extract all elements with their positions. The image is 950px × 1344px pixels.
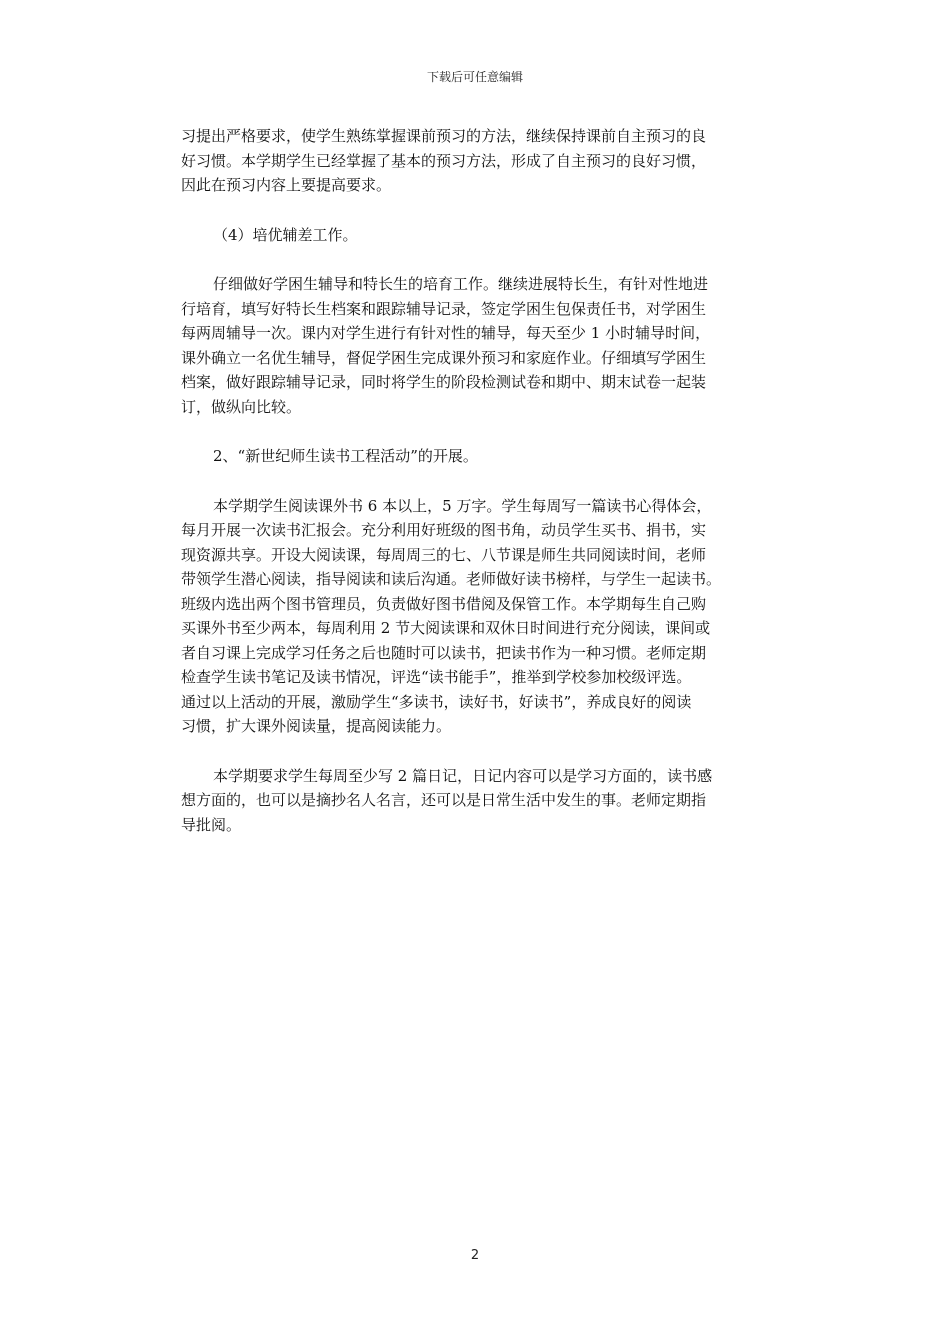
page-number: 2	[470, 1248, 480, 1263]
text-line: 通过以上活动的开展，激励学生“多读书，读好书，好读书”，养成良好的阅读	[181, 692, 692, 711]
text-line: 者自习课上完成学习任务之后也随时可以读书，把读书作为一种习惯。老师定期	[181, 643, 707, 662]
text-line: 现资源共享。开设大阅读课，每周周三的七、八节课是师生共同阅读时间，老师	[181, 545, 707, 564]
text-line: 订，做纵向比较。	[181, 397, 302, 416]
text-line: 带领学生潜心阅读，指导阅读和读后沟通。老师做好读书榜样，与学生一起读书。	[181, 570, 722, 588]
text-line: 习提出严格要求，使学生熟练掌握课前预习的方法，继续保持课前自主预习的良	[181, 127, 707, 145]
paragraph-preview-requirements	[181, 124, 781, 198]
page-header: 下载后可任意编辑	[426, 70, 523, 84]
text-line: 档案，做好跟踪辅导记录，同时将学生的阶段检测试卷和期中、期末试卷一起装	[181, 373, 707, 391]
text-line: 好习惯。本学期学生已经掌握了基本的预习方法，形成了自主预习的良好习惯，	[181, 151, 707, 170]
text-line: 导批阅。	[181, 815, 242, 834]
text-line: 每月开展一次读书汇报会。充分利用好班级的图书角，动员学生买书、捐书，实	[181, 521, 707, 539]
text-line: 因此在预习内容上要提高要求。	[181, 176, 392, 194]
section-heading-tutoring	[181, 223, 781, 248]
text-line: 班级内选出两个图书管理员，负责做好图书借阅及保管工作。本学期每生自己购	[181, 594, 707, 613]
paragraph-diary	[181, 764, 781, 838]
text-line: 买课外书至少两本，每周利用 2 节大阅读课和双休日时间进行充分阅读，课间或	[181, 619, 711, 637]
document-body	[181, 124, 781, 862]
paragraph-tutoring	[181, 272, 781, 419]
section-heading-reading-project	[181, 444, 781, 469]
text-line: 本学期学生阅读课外书 6 本以上，5 万字。学生每周写一篇读书心得体会，	[213, 496, 712, 515]
text-line: 本学期要求学生每周至少写 2 篇日记，日记内容可以是学习方面的，读书感	[213, 766, 713, 785]
heading-line: （4）培优辅差工作。	[213, 225, 358, 244]
text-line: 仔细做好学困生辅导和特长生的培育工作。继续进展特长生，有针对性地进	[213, 275, 709, 293]
text-line: 习惯，扩大课外阅读量，提高阅读能力。	[181, 717, 452, 735]
text-line: 行培育，填写好特长生档案和跟踪辅导记录，签定学困生包保责任书，对学困生	[181, 299, 707, 318]
text-line: 课外确立一名优生辅导，督促学困生完成课外预习和家庭作业。仔细填写学困生	[181, 348, 707, 367]
heading-line: 2、“新世纪师生读书工程活动”的开展。	[213, 447, 478, 465]
text-line: 每两周辅导一次。课内对学生进行有针对性的辅导，每天至少 1 小时辅导时间，	[181, 324, 711, 342]
text-line: 检查学生读书笔记及读书情况，评选“读书能手”，推举到学校参加校级评选。	[181, 668, 692, 686]
text-line: 想方面的，也可以是摘抄名人名言，还可以是日常生活中发生的事。老师定期指	[181, 791, 707, 809]
paragraph-reading-activities	[181, 494, 781, 739]
